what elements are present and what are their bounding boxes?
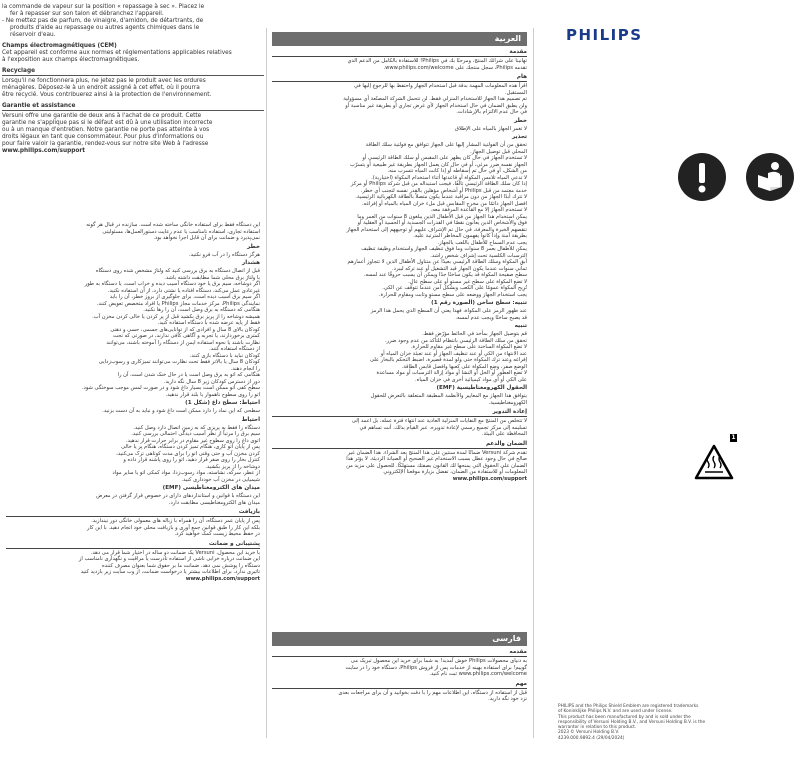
french-intro-line: réservoir d'eau. xyxy=(10,32,56,38)
french-intro-line: la commande de vapeur sur la position « repassage à sec ». Placez le xyxy=(2,4,205,10)
farsi-body-line: را انجام دهند. xyxy=(230,365,260,372)
arabic-important-text: في حال عدم الالتزام بالإرشادات. xyxy=(456,109,527,115)
arabic-emf-text: الكهرومغناطيسية. xyxy=(488,399,527,406)
farsi-note-line: کنترل بخار را روی صفر قرار دهید، اتو را روی پاشنه قرار داده و xyxy=(123,457,260,463)
farsi-recycle-text: بلکه این کار را طبق قوانین جمع آوری و بازیافت محلی خود انجام دهید. با این کار xyxy=(86,524,260,531)
arabic-warning-title: تحذير xyxy=(512,134,527,140)
farsi-body xyxy=(6,222,260,582)
french-warranty-text: Versuni offre une garantie de deux ans à l'achat de ce produit. Cette xyxy=(2,113,202,119)
arabic-warning-line: بطريقة آمنة وإذا كانوا يفهمون المخاطر المترتبة عليه. xyxy=(413,233,527,239)
farsi-caution-title: احتیاط: سطح داغ (شکل 1) xyxy=(185,400,260,406)
arabic-warning-line: لا تضع المكواة على سطح غير مستوٍ أو على سطح عالٍ. xyxy=(408,278,527,285)
arabic-important-text: ولن يطبق الضمان في حال استخدام الجهاز لأي غرض تجاري أو بطريقة غير مناسبة أو xyxy=(345,102,527,109)
farsi-body-line: همیشه دوشاخه را از پریز برق بکشید قبل از پر کردن یا خالی کردن مخزن آب. xyxy=(92,313,260,320)
arabic-note-line: الوضع صفر، وضع المكواة على كعبها وافصل قابس الطاقة. xyxy=(401,363,527,370)
farsi-important-title: مهم xyxy=(272,681,527,689)
arabic-emf-text: يتوافق هذا الجهاز مع المعايير والأنظمة المطبقة المتعلقة بالتعرض للحقول xyxy=(370,393,527,399)
trademark-line: 2023 © Versuni Holding B.V. xyxy=(558,730,620,736)
farsi-emf-text: این دستگاه با قوانین و استانداردهای دارای در خصوص قرار گرفتن در معرض xyxy=(96,493,260,499)
arabic-warning-line: الترسبات الكلسية تحت إشراف شخص راشد. xyxy=(430,252,527,259)
arabic-warning-line: إذا كان سلك الطاقة الرئيسي تالفًا، فيجب استبداله من قبل شركة Philips أو مركز xyxy=(350,181,527,187)
arabic-warning-line: الجهاز نفسه ضرر مرئي، أو في حال كان يعمل الجهاز بطريقة غير طبيعية أو يتسرّب xyxy=(349,161,527,168)
arabic-warning-line: المحلي قبل توصيل الجهاز. xyxy=(470,148,527,155)
farsi-intro-text: گوییم! برای استفاده بهینه از خدمات پس از فروش Philips، دستگاه خود را در سایت xyxy=(345,664,527,671)
arabic-note-line: عند الانتهاء من الكي أو عند تنظيف الجهاز أو عند تعبئة خزان المياه أو xyxy=(380,350,527,357)
arabic-caution-text: قد يصبح ساخنًا ويجب عدم لمسه. xyxy=(455,314,527,321)
farsi-intro-title: مقدمه xyxy=(272,649,527,657)
trademark-line: 4239.000.9892.4 (29/04/2024) xyxy=(558,735,625,741)
french-warranty-text: ou à un manque d'entretien. Notre garantie ne porte pas atteinte à vos xyxy=(2,127,210,133)
french-intro-line: fer à repasser sur son talon et débranchez l'appareil. xyxy=(10,11,164,17)
trademark-line: responsibility of Versuni Holding B.V., and Versuni Holding B.V. is the xyxy=(558,719,706,725)
arabic-warning-line: خدمة معتمد من قبل Philips أو أشخاص مؤهلين بالقدر نفسه لتجنب أي خطر. xyxy=(360,187,527,194)
farsi-body-line: کودکان بالای 8 سال و افرادی که از توانایی‌های جسمی، حسی و ذهنی xyxy=(110,326,260,333)
arabic-recycle-text: تسليمه إلى مركز تجميع رسمي لإعادة تدويره. عبر القيام بذلك، أنت تساهم في xyxy=(359,424,527,431)
farsi-warranty-text: این ضمانت درباره خرابی ناشی از استفاده نادرست یا مراقبت و نگهداری نامناسب از xyxy=(78,556,260,562)
farsi-body-line: قبل از اتصال دستگاه به برق بررسی کنید که ولتاژ مشخص شده روی دستگاه xyxy=(95,268,260,274)
farsi-intro-text: www.philips.com/welcome ثبت نام کنید. xyxy=(429,671,527,677)
arabic-warranty-text: المعلومات أو للاستفادة من الضمان، تفضل بزيارة موقعنا الإلكتروني xyxy=(383,469,527,475)
farsi-note-line: شیمیایی در مخزن آب خودداری کنید. xyxy=(181,476,260,483)
trademark-footer xyxy=(558,704,758,741)
arabic-danger-title: خطر xyxy=(514,117,527,124)
trademark-line: warrantor in relation to this product. xyxy=(558,725,637,731)
trademark-line: of Koninklijke Philips N.V. and are used under license. xyxy=(558,709,673,715)
arabic-important-title: هام xyxy=(272,74,527,82)
arabic-important-text: تم تصميم هذا الجهاز للاستخدام المنزلي فقط. لن تتحمل الشركة المصنّعة أي مسؤولية xyxy=(343,96,527,102)
farsi-body-line: کودکان نباید با دستگاه بازی کنند. xyxy=(189,352,260,359)
arabic-warning-line: لا تدعي المياه تلامس المكواة أو قاعدتها أثناء استخدام المكواة (اختيارية). xyxy=(371,174,527,181)
arabic-note-line: لا تضع المكواة الساخنة على سطح غير مقاوم للحرارة. xyxy=(410,344,527,350)
arabic-warning-line: تحقق من أن الفولتية المشار إليها على الجهاز تتوافق مع فولتية سلك الطاقة xyxy=(365,142,527,148)
french-cem-text: Cet appareil est conforme aux normes et réglementations applicables relatives xyxy=(2,50,232,56)
farsi-note-line: از عطر، سرکه، نشاسته، مواد رسوب‌زدا، مواد کمکی اتو یا سایر مواد xyxy=(112,470,260,476)
arabic-note-line: لا تضع العطور أو الخل أو النشا أو مواد إزالة الترسبات أو مواد مساعدة xyxy=(376,370,527,376)
farsi-body-line: با ولتاژ برق محلی شما مطابقت داشته باشد. xyxy=(164,274,260,281)
farsi-body-line: این دستگاه فقط برای استفاده خانگی ساخته شده است. سازنده در قبال هر گونه xyxy=(86,222,260,228)
farsi-recycle-text: در حفظ محیط زیست کمک خواهید کرد. xyxy=(174,531,260,537)
farsi-emf-text: میدان های الکترومغناطیسی مطابقت دارد. xyxy=(168,499,260,506)
farsi-note-line: دستگاه را فقط به پریزی که به زمین اتصال دارد وصل کنید. xyxy=(133,424,260,431)
trademark-line: PHILIPS and the Philips Shield Emblem are registered trademarks xyxy=(558,704,699,709)
farsi-body-line: سطح کفی اتو ممکن است بسیار داغ شود و در صورت لمس موجب سوختگی شود. xyxy=(81,385,260,391)
arabic-warranty-text: صالح في حال وجود عطل بسبب الاستخدام غير الصحيح أو الصيانة الرديئة. لا يؤثر هذا xyxy=(346,456,527,462)
farsi-danger-title: خطر xyxy=(247,243,260,250)
arabic-warning-line: ثماني سنوات عندما يكون الجهاز قيد التشغيل أو عند تركه ليبرد. xyxy=(392,265,527,272)
arabic-warning-line: لا تترك أبدًا الجهاز من دون مراقبة عندما يكون متصلاً بالطاقة الكهربائية الرئيسية. xyxy=(355,194,527,200)
french-column xyxy=(0,0,266,758)
farsi-body-line: اتو را روی سطوح ناهموار یا بلند قرار ندهید. xyxy=(165,391,260,398)
arabic-warning-line: يجب استخدام الجهاز ووضعه على سطح مستوٍ وثابت ومقاوم للحرارة. xyxy=(378,291,527,298)
farsi-note-line: اتوی داغ را روی سطوح غیر مقاوم در برابر حرارت قرار ندهید. xyxy=(126,437,260,444)
farsi-warranty-link[interactable]: www.philips.com/support xyxy=(185,575,260,582)
french-warranty-text: pour faire valoir la garantie, rendez-vous sur notre site Web à l'adresse xyxy=(2,141,209,147)
farsi-body-line: فقط از پایه عرضه شده با دستگاه استفاده کنید. xyxy=(157,320,260,326)
farsi-body-line: هرگز دستگاه را در آب فرو نکنید. xyxy=(189,251,260,258)
arabic-warranty-text: الضمان على الحقوق التي يمنحها لك القانون بصفتك مستهلكًا. للحصول على مزيد من xyxy=(346,462,527,469)
arabic-warning-line: لا تستخدم الجهاز في حال كان يظهر على المقبس أو سلك الطاقة الرئيسي أو xyxy=(362,155,527,161)
farsi-note-line: سیم برق را مرتباً از نظر آسیب دیدگی احتمالی بررسی کنید. xyxy=(131,431,260,437)
french-warranty-text: droits légaux en tant que consommateur. Pour plus d'informations ou xyxy=(2,134,204,140)
farsi-intro-text: به دنیای محصولات Philips خوش آمدید! به شما برای خرید این محصول تبریک می xyxy=(350,658,527,664)
french-cem-text: à l'exposition aux champs électromagnétiques. xyxy=(2,57,140,63)
arabic-caution-title: تنبيه: سطح ساخن (الصورة رقم 1) xyxy=(431,300,527,306)
french-section xyxy=(2,4,264,155)
farsi-body-line: نظارت باشند یا نحوه استفاده ایمن از دستگاه را آموخته باشند، می‌توانند xyxy=(106,339,260,346)
read-manual-icon xyxy=(746,153,794,201)
arabic-important-text: اقرأ هذه المعلومات المهمة بدقة قبل استخدام الجهاز واحتفظ بها للرجوع إليها في xyxy=(353,83,527,89)
arabic-warning-line: يمكن للأطفال بعمر 8 سنوات وما فوق تنظيف الجهاز واستخدام وظيفة تنظيف xyxy=(361,246,527,252)
arabic-note-line: قم بتوصيل الجهاز بمأخذ في الحائط مؤرّض فقط. xyxy=(422,331,527,337)
french-cem-title: Champs électromagnétiques (CEM) xyxy=(2,43,117,49)
farsi-note-title: احتیاط xyxy=(241,416,260,423)
farsi-warranty-text: دستگاه را پوشش نمی دهد. ضمانت ما بر حقوق شما بعنوان مصرف کننده xyxy=(101,562,260,569)
arabic-warning-line: يجب عدم السماح للأطفال باللعب بالجهاز. xyxy=(437,239,527,246)
french-intro-line: - Ne mettez pas de parfum, de vinaigre, d'amidon, de détartrants, de xyxy=(2,18,204,24)
farsi-warning-title: هشدار xyxy=(242,260,260,266)
farsi-body-line: دور از دسترس کودکان زیر 8 سال نگه دارید. xyxy=(163,378,260,385)
farsi-warranty-text: تاثیری ندارد. برای اطلاعات بیشتر یا درخواست ضمانت، از وب سایت زیر بازدید کنید xyxy=(80,569,260,575)
french-recycle-text: être recyclé. Vous contribuerez ainsi à la protection de l'environnement. xyxy=(2,92,212,98)
figure-number: 1 xyxy=(731,434,736,441)
french-recycle-text: ménagères. Déposez-le à un endroit assigné à cet effet, où il pourra xyxy=(2,85,200,91)
french-warranty-text: garantie ne s'applique pas si le défaut est dû à une utilisation incorrecte xyxy=(2,120,213,126)
french-warranty-link[interactable]: www.philips.com/support xyxy=(2,148,86,154)
farsi-note-line: پس از پایان اتو کاری، هنگام تمیز کردن دستگاه، هنگام پر یا خالی xyxy=(121,444,260,450)
arabic-language-header: العربية xyxy=(272,32,527,46)
french-recycle-title: Recyclage xyxy=(2,68,264,76)
cover-panel xyxy=(534,0,802,758)
farsi-warranty-text: با خرید این محصول، Versuni یک ضمانت دو ساله در اختیار شما قرار می دهد. xyxy=(90,549,260,556)
hot-surface-icon xyxy=(694,444,734,484)
french-intro-line: produits d'aide au repassage ou autres agents chimiques dans le xyxy=(10,25,200,31)
arabic-recycle-title: إعادة التدوير xyxy=(272,409,527,417)
arabic-danger-text: لا تغمر الجهاز بالمياه على الإطلاق xyxy=(454,125,527,132)
farsi-body-line: نمی‌پذیرد و ضمانت برای آن قابل اجرا نخواهد بود. xyxy=(153,235,260,241)
arabic-note-line: إفراغه وعند ترك المكواة حتى ولو لمدة قصيرة، اضبط التحكم بالبخار على xyxy=(369,357,527,363)
philips-logo: PHILIPS xyxy=(566,26,643,44)
farsi-warranty-title: پشتیبانی و ضمانت xyxy=(6,541,260,549)
arabic-caution-text: عند ظهور الرمز على المكواة، فهذا يعني أن السطح الذي يحمل هذا الرمز xyxy=(370,308,527,314)
arabic-note-title: تنبيه xyxy=(514,323,527,329)
farsi-important-text: نزد خود نگه دارید. xyxy=(488,696,527,702)
farsi-note-line: کردن مخزن آب و حتی وقتی اتو را برای مدت کوتاهی ترک می‌کنید، xyxy=(116,450,260,457)
farsi-note-line: دوشاخه را از پریز بکشید. xyxy=(205,463,260,470)
arabic-note-line: على الكي أو أي مواد كيميائية أخرى في خزان المياه. xyxy=(414,376,527,383)
exclamation-icon xyxy=(678,153,726,201)
arabic-warning-line: تُرِيح المكواة عمومًا على الكعب وبشكل آمن عندما تتوقف عن الكي. xyxy=(382,285,527,291)
farsi-body-line: هنگامی که اتو به برق وصل است یا در حال خنک شدن است، آن را xyxy=(117,372,260,378)
farsi-recycle-title: بازیافت xyxy=(6,509,260,517)
trademark-line: This product has been manufactured by and is sold under the xyxy=(558,714,691,720)
farsi-recycle-text: پس از پایان عمر دستگاه، آن را همراه با زباله های معمولی خانگی دور نیندازید. xyxy=(91,518,260,524)
arabic-warranty-text: تقدم شركة Versuni ضمانًا لمدة سنتين على هذا المنتج بعد الشراء. هذا الضمان غير xyxy=(347,449,527,456)
arabic-warranty-link[interactable]: www.philips.com/support xyxy=(452,475,527,482)
arabic-warning-line: من الشكل، أو في حال تم إسقاطه أو إذا كانت المياه تتسرب منه. xyxy=(387,168,527,174)
french-recycle-text: Lorsqu'il ne fonctionnera plus, ne jetez pas le produit avec les ordures xyxy=(2,78,206,84)
farsi-body-line: کمتری برخوردارند، یا تجربه و آگاهی کافی ندارند، در صورتی که تحت xyxy=(113,333,260,339)
arabic-recycle-text: المحافظة على البيئة. xyxy=(481,431,527,437)
farsi-language-header: فارسی xyxy=(272,632,527,646)
arabic-column xyxy=(266,0,533,758)
arabic-warning-line: فوق والأشخاص الذين يعانون نقصًا في القدرات الجسدية أو الحسية أو العقلية أو xyxy=(357,220,527,226)
farsi-body-line: از دستگاه استفاده کنند. xyxy=(209,346,260,352)
arabic-important-text: المستقبل. xyxy=(505,89,527,96)
arabic-warning-line: أبقِ المكواة وسلك الطاقة الرئيسي بعيدًا عن متناول الأطفال الذين لا تتجاوز أعمارهم xyxy=(347,259,527,265)
french-warranty-title: Garantie et assistance xyxy=(2,103,264,111)
farsi-body-line: اگر سیم برق آسیب دیده است، برای جلوگیری از بروز خطر، آن را باید xyxy=(109,294,260,300)
farsi-body-line: هنگامی که دستگاه به برق وصل است، آن را رها نکنید. xyxy=(143,307,260,313)
arabic-warning-line: سطح صفيحة المكواة قد يكون ساخنًا جدًا ويمكن أن يسبب حروقًا عند لمسه. xyxy=(363,272,527,278)
arabic-warning-line: افصل الجهاز دائمًا من مخرج المقابس قبل ملء خزان المياه بالمياه أو إفراغه. xyxy=(361,200,527,207)
arabic-warning-line: لا تستخدم الجهاز إلا مع القاعدة المرفقة معه. xyxy=(430,207,527,213)
arabic-intro-title: مقدمة xyxy=(272,49,527,57)
farsi-body-line: کودکان 8 سال یا بالاتر فقط تحت نظارت می‌توانند تمیزکاری و رسوب‌زدایی xyxy=(98,359,260,365)
arabic-note-line: تحقق من سلك الطاقة الرئيسي بانتظام للتأكد من عدم وجود ضرر. xyxy=(385,337,527,344)
arabic-warning-line: يمكن استخدام هذا الجهاز من قبل الأطفال الذين يبلغون 8 سنوات من العمر وما xyxy=(357,213,527,220)
arabic-warning-line: تنقصهم الخبرة والمعرفة، في حال تم الإشراف عليهم أو توجيههم إلى استخدام الجهاز xyxy=(346,226,527,233)
farsi-body-line: غیرعادی عمل می‌کند، دستگاه افتاده یا نشتی دارد، از آن استفاده نکنید. xyxy=(107,287,260,294)
farsi-body-line: اگر دوشاخه، سیم برق یا خود دستگاه آسیب دیده و خراب است، یا دستگاه به طور xyxy=(84,281,260,287)
farsi-caution-text: سطحی که این نماد را دارد ممکن است داغ شود و نباید به آن دست بزنید. xyxy=(102,408,260,414)
farsi-body-line: استفاده تجاری، استفاده نامناسب یا عدم رعایت دستورالعمل‌ها، مسئولیتی xyxy=(102,228,260,235)
arabic-warranty-title: الضمان والدعم xyxy=(272,441,527,449)
arabic-emf-title: الحقول الكهرومغناطيسية (EMF) xyxy=(436,385,527,391)
arabic-recycle-text: لا تتخلص من المنتج مع النفايات المنزلية العادية عند انتهاء فترة عمله، بل اعمد إلى xyxy=(351,418,527,424)
farsi-emf-title: میدان های الکترومغناطیسی (EMF) xyxy=(162,485,260,491)
farsi-body-line: نمایندگی Philips، مرکز خدمات مجاز Philips یا افراد متخصص تعویض کنند. xyxy=(96,300,260,307)
arabic-intro-text: تهانينا على شرائك المنتج، ومرحبًا بك في Philips! للاستفادة بالكامل من الدعم الذي xyxy=(347,58,527,64)
farsi-important-text: قبل از استفاده از دستگاه، این اطلاعات مهم را با دقت بخوانید و آن برای مراجعات بعدی xyxy=(338,689,527,696)
arabic-intro-text: تقدمه Philips، سجل منتجك على www.philips.com/welcome. xyxy=(383,64,527,71)
